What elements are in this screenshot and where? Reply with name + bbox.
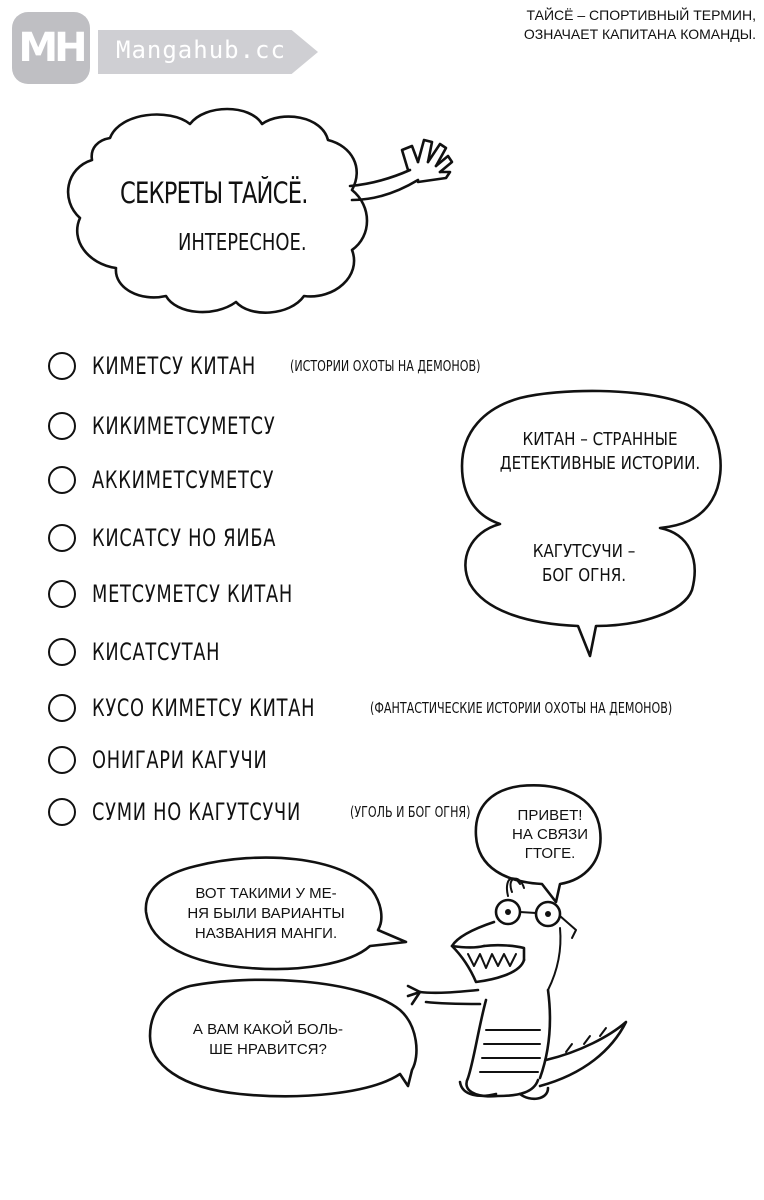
crocodile-mascot-icon [408,878,626,1099]
list-item [48,406,340,446]
bubble-line: КИТАН – СТРАННЫЕ [522,429,678,450]
option-note: (УГОЛЬ И БОГ ОГНЯ) [350,803,471,821]
page-subtitle: ИНТЕРЕСНОЕ. [178,230,307,256]
option-name: КИСАТСУ НО ЯИБА [92,524,277,552]
list-item [48,740,329,780]
option-name: КУСО КИМЕТСУ КИТАН [92,694,316,722]
checkbox-circle-icon [48,694,76,722]
bubble-line: ПРИВЕТ! [517,807,583,824]
list-item [48,346,547,386]
translator-note [496,6,756,44]
bubble-line: ДЕТЕКТИВНЫЕ ИСТОРИИ. [499,453,701,474]
list-item [48,574,364,614]
option-note: (ИСТОРИИ ОХОТЫ НА ДЕМОНОВ) [289,357,481,375]
waving-hand-icon [350,140,452,200]
checkbox-circle-icon [48,412,76,440]
bubble-line: НА СВЯЗИ [511,826,589,843]
list-item [48,460,338,500]
option-name: КИМЕТСУ КИТАН [92,352,257,380]
site-name: Mangahub.cc [116,36,286,64]
option-name: АККИМЕТСУМЕТСУ [92,466,275,494]
option-note: (ФАНТАСТИЧЕСКИЕ ИСТОРИИ ОХОТЫ НА ДЕМОНОВ) [369,699,672,717]
list-item [48,518,341,558]
list-item [48,688,764,728]
translator-note-line: ОЗНАЧАЕТ КАПИТАНА КОМАНДЫ. [523,26,756,42]
checkbox-circle-icon [48,524,76,552]
option-name: ОНИГАРИ КАГУЧИ [92,746,268,774]
option-name: СУМИ НО КАГУТСУЧИ [92,798,301,826]
kagutsuchi-bubble-text [500,540,668,588]
list-item [48,632,265,672]
translator-note-line: ТАЙСЁ – СПОРТИВНЫЙ ТЕРМИН, [526,7,756,23]
option-name: МЕТСУМЕТСУ КИТАН [92,580,293,608]
checkbox-circle-icon [48,746,76,774]
checkbox-circle-icon [48,798,76,826]
checkbox-circle-icon [48,638,76,666]
checkbox-circle-icon [48,580,76,608]
bubble-line: ГТОГЕ. [524,845,576,862]
hello-bubble-text [480,806,620,863]
bubble-line: КАГУТСУЧИ – [532,541,636,562]
page-title: СЕКРЕТЫ ТАЙСЁ. [120,176,308,210]
bubble-line: НЯ БЫЛИ ВАРИАНТЫ [187,905,345,922]
checkbox-circle-icon [48,352,76,380]
site-logo: MH [12,12,90,84]
option-name: КИКИМЕТСУМЕТСУ [92,412,276,440]
bubble-line: НАЗВАНИЯ МАНГИ. [194,925,338,942]
bubble-line: ВОТ ТАКИМИ У МЕ- [195,885,337,902]
checkbox-circle-icon [48,466,76,494]
question-bubble-text [168,1020,368,1060]
option-name: КИСАТСУТАН [92,638,221,666]
kitan-bubble-text [499,428,701,476]
site-watermark [8,8,338,86]
bubble-line: А ВАМ КАКОЙ БОЛЬ- [192,1021,344,1038]
variants-bubble-text [166,884,366,944]
title-cloud-bubble [68,109,367,313]
bubble-line: ШЕ НРАВИТСЯ? [209,1041,327,1058]
list-item [48,792,513,832]
bubble-line: БОГ ОГНЯ. [541,565,627,586]
